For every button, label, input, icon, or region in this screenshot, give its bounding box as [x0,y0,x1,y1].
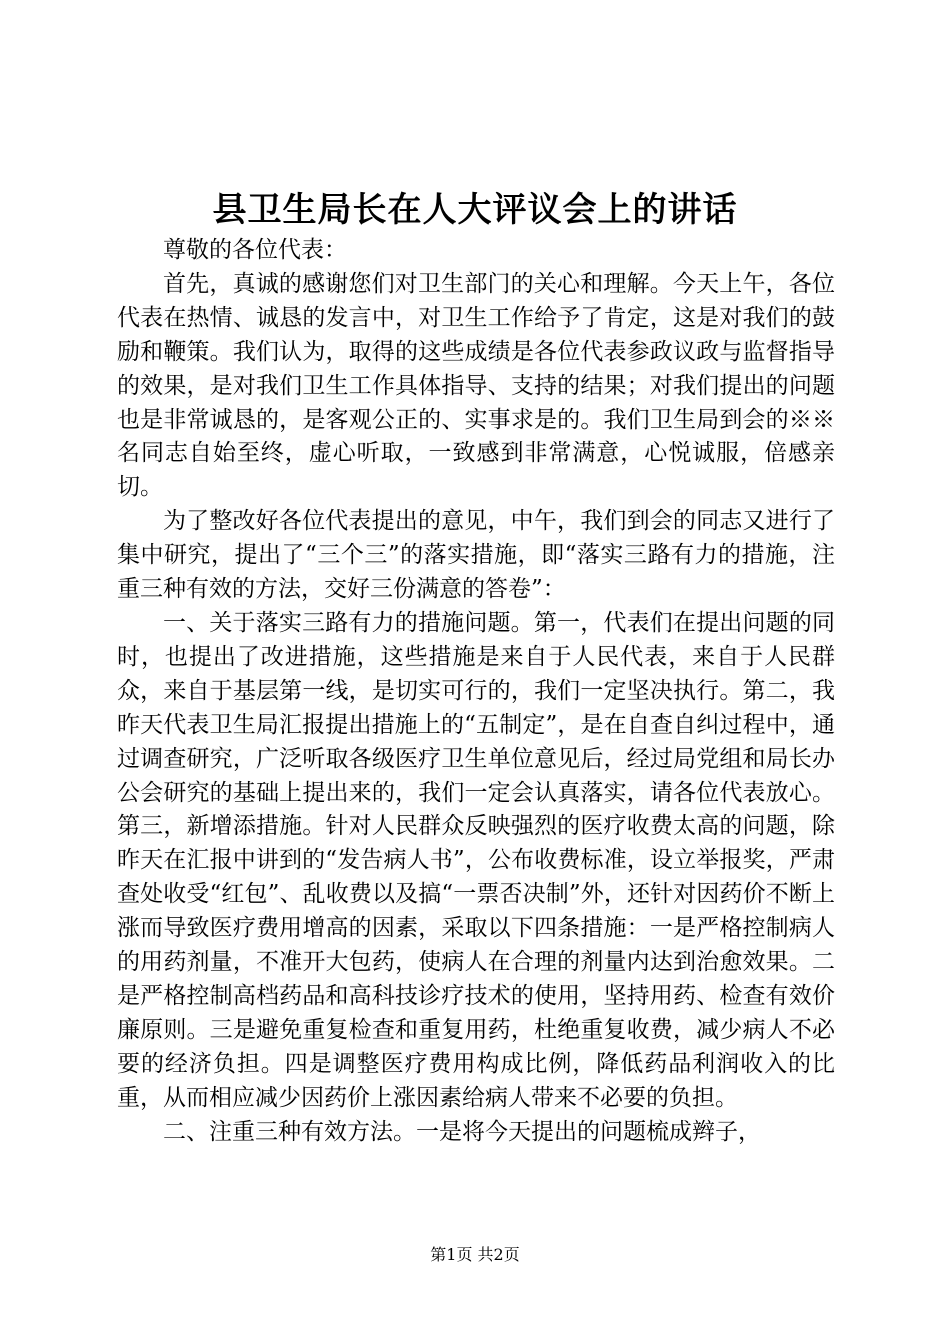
body-paragraph: 二、注重三种有效方法。一是将今天提出的问题梳成辫子， [163,1118,761,1145]
body-paragraph: 首先，真诚的感谢您们对卫生部门的关心和理解。今天上午，各位代表在热情、诚恳的发言中，对卫生工作给予了肯定，这是对我们的鼓励和鞭策。我们认为，取得的这些成绩是各位代表参政议政与监督指导的效果，是对我们卫生工作具体指导、支持的结果；对我们提出的问题也是非常诚恳的，是客观公正的、实事求是的。我们卫生局到会的※※名同志自始至终，虚心听取，一致感到非常满意，心悦诚服，倍感亲切。 [117,270,835,501]
document-title: 县卫生局长在人大评议会上的讲话 [212,190,738,230]
body-paragraph: 一、关于落实三路有力的措施问题。第一，代表们在提出问题的同时，也提出了改进措施，这些措施是来自于人民代表，来自于人民群众，来自于基层第一线，是切实可行的，我们一定坚决执行。第二，我昨天代表卫生局汇报提出措施上的“五制定”，是在自查自纠过程中，通过调查研究，广泛听取各级医疗卫生单位意见后，经过局党组和局长办公会研究的基础上提出来的，我们一定会认真落实，请各位代表放心。第三，新增添措施。针对人民群众反映强烈的医疗收费太高的问题，除昨天在汇报中讲到的“发告病人书”，公布收费标准，设立举报奖，严肃查处收受“红包”、乱收费以及搞“一票否决制”外，还针对因药价不断上涨而导致医疗费用增高的因素，采取以下四条措施：一是严格控制病人的用药剂量，不准开大包药，使病人在合理的剂量内达到治愈效果。二是严格控制高档药品和高科技诊疗技术的使用，坚持用药、检查有效价廉原则。三是避免重复检查和重复用药，杜绝重复收费，减少病人不必要的经济负担。四是调整医疗费用构成比例，降低药品利润收入的比重，从而相应减少因药价上涨因素给病人带来不必要的负担。 [117,609,835,1111]
salutation-paragraph: 尊敬的各位代表： [163,237,347,263]
page-number-footer: 第1页 共2页 [430,1245,520,1264]
body-paragraph: 为了整改好各位代表提出的意见，中午，我们到会的同志又进行了集中研究，提出了“三个三”的落实措施，即“落实三路有力的措施，注重三种有效的方法，交好三份满意的答卷”： [117,508,835,603]
document-body [117,234,835,1149]
